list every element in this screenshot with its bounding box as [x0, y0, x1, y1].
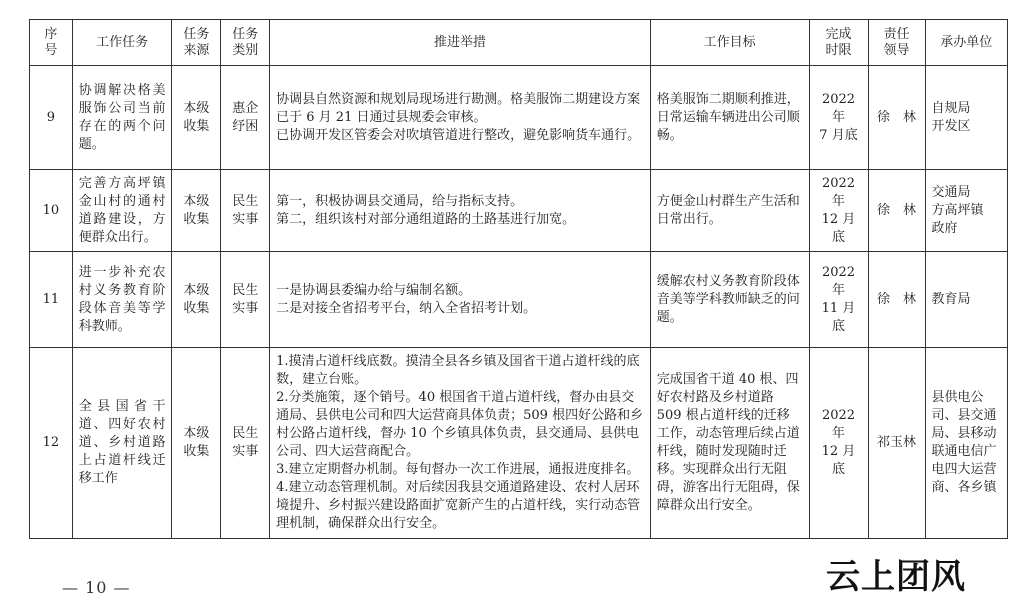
row-leader: 徐 林	[868, 252, 925, 348]
table-header-row	[30, 20, 1008, 66]
row-seq: 12	[30, 348, 73, 539]
row-source: 本级 收集	[172, 252, 221, 348]
row-source: 本级 收集	[172, 170, 221, 252]
table-row	[30, 66, 1008, 170]
row-measures: 协调县自然资源和规划局现场进行勘测。格美服饰二期建设方案已于 6 月 21 日通过县规委会审核。 已协调开发区管委会对吹填管道进行整改，避免影响货车通行。	[270, 66, 651, 170]
row-deadline: 2022 年 7 月底	[809, 66, 868, 170]
row-task: 全县国省干道、四好农村道、乡村道路上占道杆线迁移工作	[72, 348, 172, 539]
row-category: 民生 实事	[221, 348, 270, 539]
row-units: 交通局 方高坪镇 政府	[925, 170, 1008, 252]
row-units: 自规局 开发区	[925, 66, 1008, 170]
row-seq: 10	[30, 170, 73, 252]
row-category: 惠企 纾困	[221, 66, 270, 170]
row-measures: 1.摸清占道杆线底数。摸清全县各乡镇及国省干道占道杆线的底数，建立台账。 2.分类施策，逐个销号。40 根国省干道占道杆线，督办由县交通局、县供电公司和四大运营商具体负责；509 根四好公路和乡村公路占道杆线，督办 10 个乡镇具体负责，县交通局、县供电公司、四大运营商配合。 3.建立定期督办机制。每旬督办一次工作进展，通报进度排名。 4.建立动态管理机制。对后续因我县交通道路建设、农村人居环境提升、乡村振兴建设路面扩宽新产生的占道杆线，实行动态管理机制，确保群众出行安全。	[270, 348, 651, 539]
row-source: 本级 收集	[172, 348, 221, 539]
row-deadline: 2022 年 12 月底	[809, 170, 868, 252]
table-row	[30, 252, 1008, 348]
header-deadline: 完成 时限	[809, 20, 868, 66]
header-leader: 责任 领导	[868, 20, 925, 66]
row-goal: 缓解农村义务教育阶段体音美等学科教师缺乏的问题。	[650, 252, 809, 348]
row-leader: 徐 林	[868, 170, 925, 252]
row-goal: 方便金山村群生产生活和日常出行。	[650, 170, 809, 252]
row-goal: 完成国省干道 40 根、四好农村路及乡村道路 509 根占道杆线的迁移工作，动态管理后续占道杆线，随时发现随时迁移。实现群众出行无阻碍，游客出行无阻碍，保障群众出行安全。	[650, 348, 809, 539]
header-source: 任务 来源	[172, 20, 221, 66]
row-deadline: 2022 年 12 月底	[809, 348, 868, 539]
row-seq: 9	[30, 66, 73, 170]
row-goal: 格美服饰二期顺利推进，日常运输车辆进出公司顺畅。	[650, 66, 809, 170]
header-goal: 工作目标	[650, 20, 809, 66]
header-units: 承办单位	[925, 20, 1008, 66]
page-number: — 10 —	[62, 578, 131, 597]
row-seq: 11	[30, 252, 73, 348]
row-units: 县供电公司、县交通局、县移动联通电信广电四大运营商、各乡镇	[925, 348, 1008, 539]
table-row	[30, 348, 1008, 539]
row-source: 本级 收集	[172, 66, 221, 170]
row-category: 民生 实事	[221, 252, 270, 348]
row-task: 完善方高坪镇金山村的通村道路建设，方便群众出行。	[72, 170, 172, 252]
header-task: 工作任务	[72, 20, 172, 66]
header-seq: 序 号	[30, 20, 73, 66]
row-deadline: 2022 年 11 月底	[809, 252, 868, 348]
row-leader: 徐 林	[868, 66, 925, 170]
work-task-table	[29, 19, 1008, 539]
header-measures: 推进举措	[270, 20, 651, 66]
row-leader: 祁玉林	[868, 348, 925, 539]
row-measures: 第一，积极协调县交通局，给与指标支持。 第二，组织该村对部分通组道路的土路基进行加宽。	[270, 170, 651, 252]
header-category: 任务 类别	[221, 20, 270, 66]
row-units: 教育局	[925, 252, 1008, 348]
row-task: 进一步补充农村义务教育阶段体音美等学科教师。	[72, 252, 172, 348]
table-row	[30, 170, 1008, 252]
watermark-logo-text: 云上团风	[826, 557, 966, 597]
row-category: 民生 实事	[221, 170, 270, 252]
row-task: 协调解决格美服饰公司当前存在的两个问题。	[72, 66, 172, 170]
row-measures: 一是协调县委编办给与编制名额。 二是对接全省招考平台，纳入全省招考计划。	[270, 252, 651, 348]
